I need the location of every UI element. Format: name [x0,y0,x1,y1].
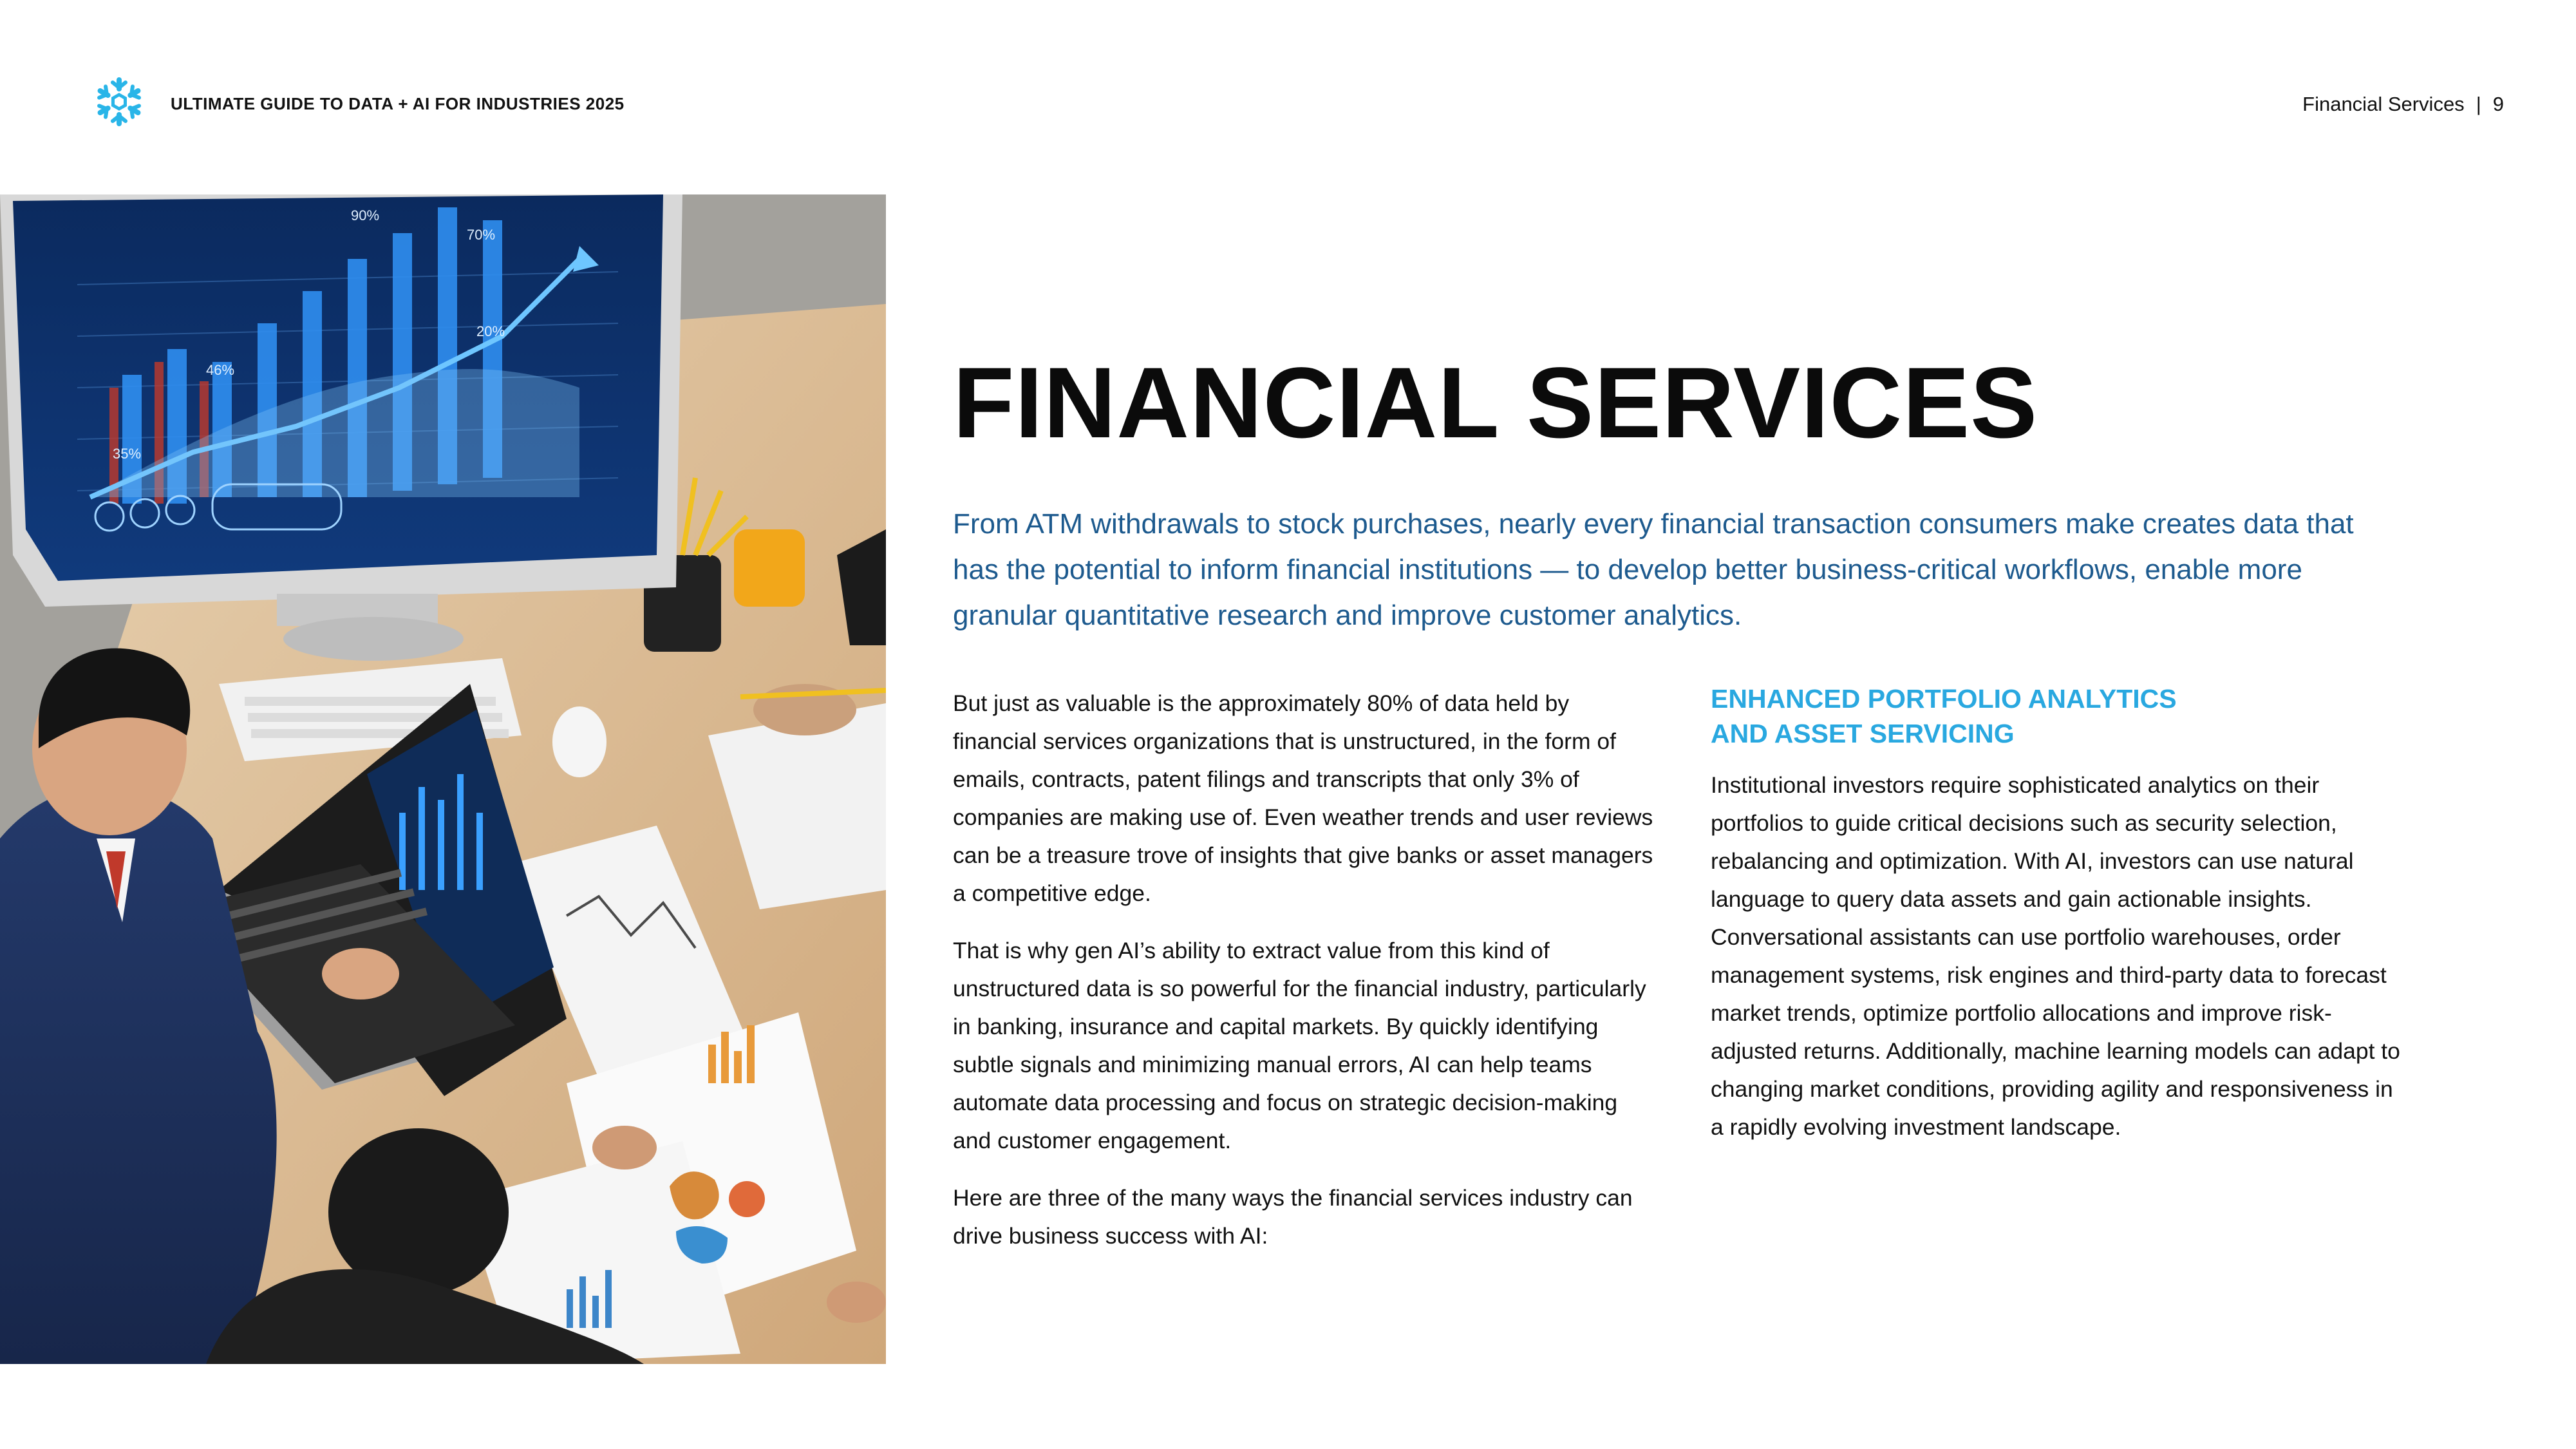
guide-title: ULTIMATE GUIDE TO DATA + AI FOR INDUSTRIES 2025 [171,94,625,113]
screen-label-46: 46% [206,362,235,378]
screen-label-70: 70% [467,227,496,243]
body-paragraph-2: That is why gen AI’s ability to extract value from this kind of unstructured data is so powerful for the financial industry, particularly in banking, insurance and capital markets. By quickly identifying subtle signals and minimizing manual errors, AI can help teams automate data processing and focus on strategic decision-making and customer engagement. [953,938,1646,1153]
screen-label-20: 20% [476,323,505,339]
screen-label-35: 35% [113,446,142,462]
separator: | [2476,93,2481,115]
section-name: Financial Services [2302,93,2465,115]
body-right-column [1711,681,2406,1146]
page-number: 9 [2492,93,2504,115]
section-heading-line-2: AND ASSET SERVICING [1711,719,2015,748]
intro-lede: From ATM withdrawals to stock purchases, nearly every financial transaction consumers make creates data that has the potential to inform financial institutions — to develop better business-critical workflows, enable more granular quantitative research and improve customer analytics. [953,508,2354,631]
body-paragraph-3: Here are three of the many ways the financial services industry can drive business success with AI: [953,1185,1633,1249]
snowflake-icon [93,76,145,128]
screen-label-90: 90% [351,207,380,223]
section-heading-line-1: ENHANCED PORTFOLIO ANALYTICS [1711,684,2177,714]
section-body: Institutional investors require sophisticated analytics on their portfolios to guide critical decisions such as security selection, rebalancing and optimization. With AI, investors can use natural language to query data assets and gain actionable insights. Conversational assistants can use portfolio warehouses, order management systems, risk engines and third-party data to forecast market trends, optimize portfolio allocations and improve risk-adjusted returns. Additionally, machine learning models can adapt to changing market conditions, providing agility and responsiveness in a rapidly evolving investment landscape. [1711,772,2400,1140]
hero-photo [0,194,886,1364]
body-paragraph-1: But just as valuable is the approximately 80% of data held by financial services organizations that is unstructured, in the form of emails, contracts, patent filings and transcripts that only 3% of companies are making use of. Even weather trends and user reviews can be a treasure trove of insights that give banks or asset managers a competitive edge. [953,690,1653,906]
page-indicator [2302,93,2504,116]
page-title: FINANCIAL SERVICES [953,347,2038,459]
body-left-column [953,685,1655,1274]
section-heading [1711,681,2406,751]
